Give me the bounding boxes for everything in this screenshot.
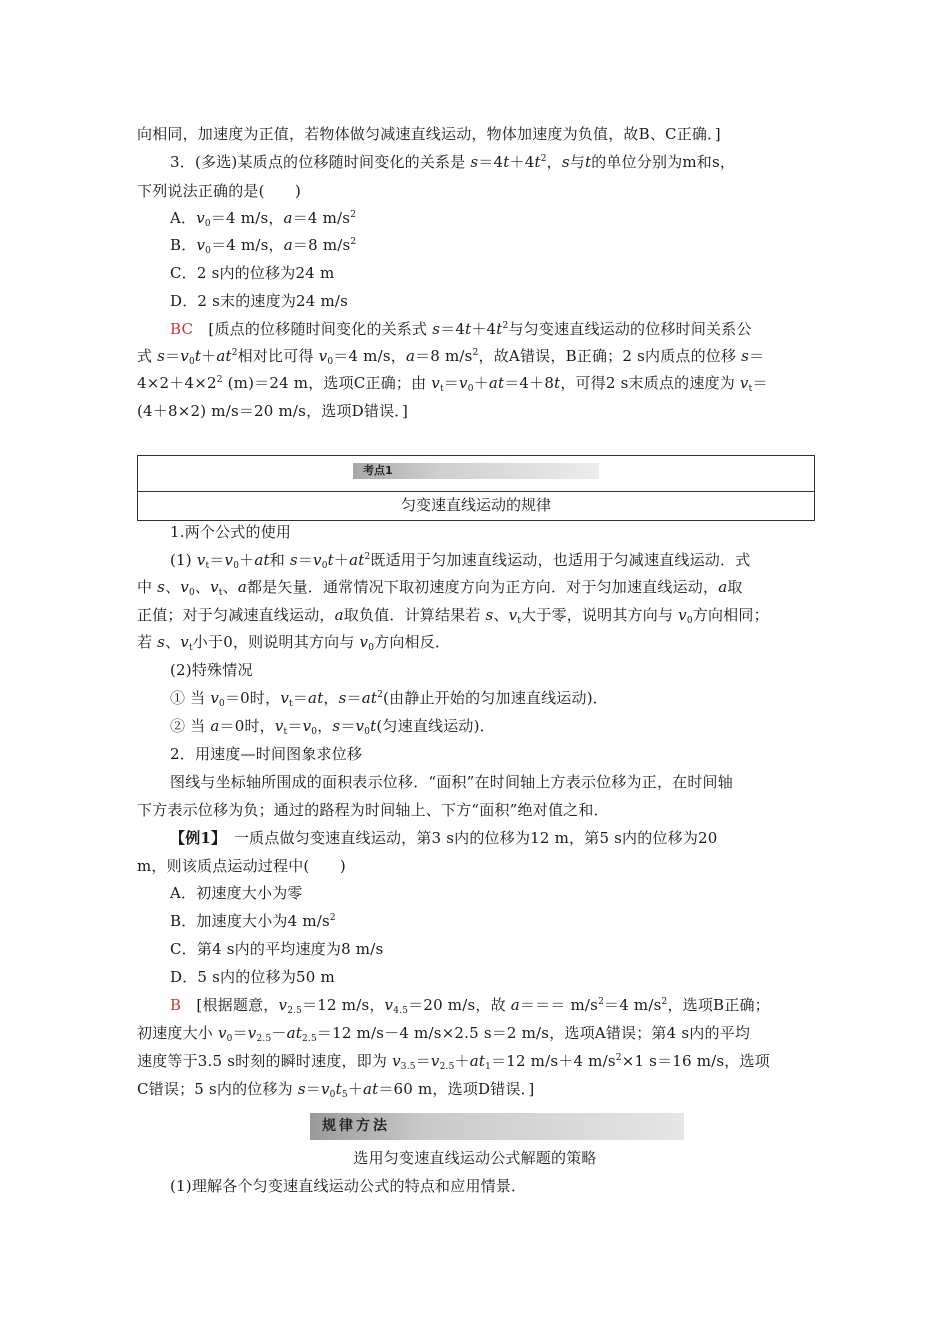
paragraph-line: ① 当 $v_0=0$时，$v_t=at$，$s=at^2$(由静止开始的匀加速直线运动)．: [170, 689, 608, 709]
answer-tag: BC: [170, 320, 194, 338]
example-1: 【例1】 一质点做匀变速直线运动，第3 s内的位移为12 m，第5 s内的位移为20: [170, 829, 718, 847]
answer-1-line4: (4＋8×2) m/s＝20 m/s，选项D错误．]: [137, 402, 409, 420]
method-banner-label: 规律方法: [322, 1118, 390, 1134]
method-banner: [310, 1113, 684, 1140]
paragraph-line: ② 当 a＝0时，$v_t=v_0$，$s=v_0t$(匀速直线运动)．: [170, 717, 495, 737]
box-divider: [138, 491, 814, 492]
method-title: 选用匀变速直线运动公式解题的策略: [353, 1149, 597, 1167]
answer-1-line3: $4\times 2+4\times 2^2$ (m)＝24 m，选项C正确；由 $v_t=v_0+at=4+8t$，可得2 s末质点的速度为 $v_t=$: [137, 374, 768, 394]
topic-banner-label: 考点1: [363, 464, 393, 477]
answer-1-line2: 式 $s=v_0t+at^2$相对比可得 $v_0=4$ m/s，a＝8 $m/s^2$，故A错误，B正确；2 s内质点的位移 s＝: [137, 347, 765, 367]
answer-2-line4: C错误；5 s内的位移为 $s=v_0t_5+at=60$ m，选项D错误．]: [137, 1080, 535, 1100]
paragraph-line: 正值；对于匀减速直线运动，a取负值．计算结果若 s、$v_t$大于零，说明其方向与 $v_0$方向相同；: [137, 606, 769, 626]
question-3: 3．(多选)某质点的位移随时间变化的关系是 $s=4t+4t^2$，s与t的单位分别为m和s，: [170, 153, 736, 171]
question-3-line2: 下列说法正确的是( ): [137, 182, 302, 200]
text-line: 向相同，加速度为正值，若物体做匀减速直线运动，物体加速度为负值，故B、C正确．]: [137, 125, 721, 143]
option-a: A．$v_0=4$ m/s，a＝4 $m/s^2$: [170, 209, 357, 229]
section-heading: 1.两个公式的使用: [170, 523, 292, 541]
example-option-c: C．第4 s内的平均速度为8 m/s: [170, 940, 384, 958]
example-option-a: A．初速度大小为零: [170, 884, 303, 902]
paragraph-line: 下方表示位移为负；通过的路程为时间轴上、下方“面积”绝对值之和．: [137, 801, 609, 819]
paragraph-line: 若 s、$v_t$小于0，则说明其方向与 $v_0$方向相反．: [137, 633, 451, 653]
topic-title: 匀变速直线运动的规律: [400, 496, 551, 514]
option-d: D．2 s末的速度为24 m/s: [170, 292, 349, 310]
example-option-d: D．5 s内的位移为50 m: [170, 968, 335, 986]
answer-2-line1: B [根据题意，$v_{2.5}=12$ m/s，$v_{4.5}=20$ m/s，故 $a=== m/s^2=4$ $m/s^2$，选项B正确；: [170, 996, 770, 1016]
option-b: B．$v_0=4$ m/s，a＝8 $m/s^2$: [170, 236, 357, 256]
section-subheading: (2)特殊情况: [170, 661, 253, 679]
topic-box: [137, 455, 815, 521]
method-line: (1)理解各个匀变速直线运动公式的特点和应用情景．: [170, 1177, 527, 1195]
example-1-line2: m，则该质点运动过程中( ): [137, 857, 346, 875]
option-c: C．2 s内的位移为24 m: [170, 264, 335, 282]
paragraph-line: (1) $v_t=v_0+at$和 $s=v_0t+at^2$既适用于匀加速直线运动，也适用于匀减速直线运动．式: [170, 551, 751, 571]
answer-2-line3: 速度等于3.5 s时刻的瞬时速度，即为 $v_{3.5}=v_{2.5}+at_1=12$ m/s＋4 $m/s^2\times 1$ s＝16 m/s，选项: [137, 1052, 770, 1072]
paragraph-line: 图线与坐标轴所围成的面积表示位移．“面积”在时间轴上方表示位移为正，在时间轴: [170, 773, 733, 791]
answer-2-line2: 初速度大小 $v_0=v_{2.5}-at_{2.5}=12$ m/s－4 m/s×2.5 s＝2 m/s，选项A错误；第4 s内的平均: [137, 1024, 751, 1044]
example-tag: 【例1】: [170, 829, 219, 847]
answer-1-line1: BC [质点的位移随时间变化的关系式 $s=4t+4t^2$与匀变速直线运动的位移时间关系公: [170, 320, 752, 338]
section-heading: 2．用速度—时间图象求位移: [170, 745, 363, 763]
example-option-b: B．加速度大小为4 $m/s^2$: [170, 912, 336, 930]
paragraph-line: 中 s、$v_0$、$v_t$、a都是矢量．通常情况下取初速度方向为正方向．对于匀加速直线运动，a取: [137, 578, 743, 598]
topic-banner: [353, 463, 599, 479]
answer-tag: B: [170, 996, 182, 1014]
